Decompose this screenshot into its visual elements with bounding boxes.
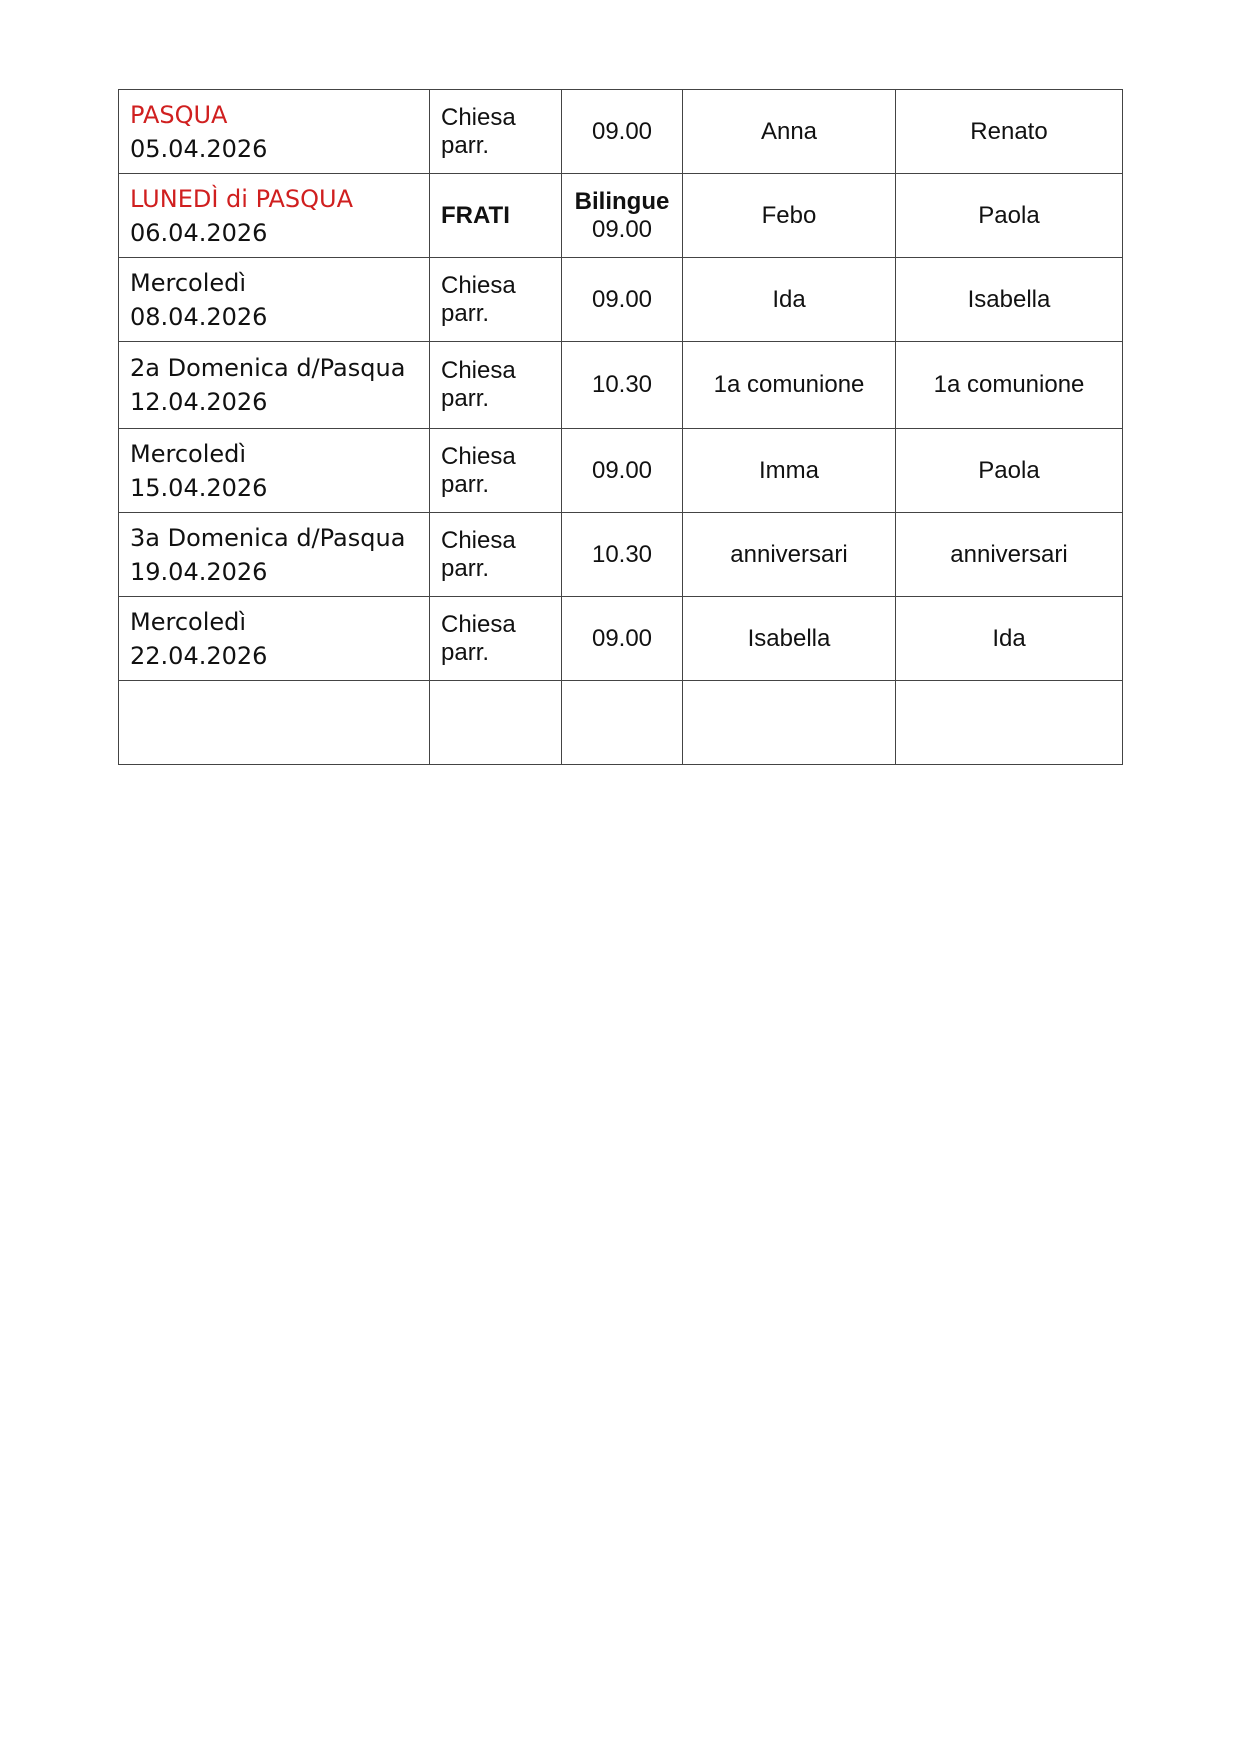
day-cell (119, 90, 430, 174)
time-cell (562, 681, 683, 765)
day-cell (119, 597, 430, 681)
place-cell (430, 174, 562, 258)
day-name: Mercoledì (130, 439, 247, 468)
schedule-table (118, 89, 1123, 765)
time-cell (562, 90, 683, 174)
place-cell (430, 342, 562, 429)
time-cell (562, 513, 683, 597)
day-cell (119, 258, 430, 342)
reader-2-cell: 1a comunione (896, 342, 1123, 429)
reader-1-cell: Febo (683, 174, 896, 258)
place-cell (430, 597, 562, 681)
place-cell (430, 258, 562, 342)
day-cell (119, 174, 430, 258)
day-date: 22.04.2026 (130, 641, 268, 670)
reader-1-cell: Isabella (683, 597, 896, 681)
day-name: PASQUA (130, 100, 228, 129)
place-line: Chiesa (441, 357, 516, 384)
table-row (119, 342, 1123, 429)
table-row (119, 90, 1123, 174)
place-cell (430, 90, 562, 174)
table-row (119, 429, 1123, 513)
day-cell (119, 342, 430, 429)
schedule-body (119, 90, 1123, 765)
reader-2-cell: anniversari (896, 513, 1123, 597)
place-line: Chiesa (441, 103, 516, 131)
time-cell (562, 429, 683, 513)
place-line: Chiesa (441, 526, 516, 554)
place-line: parr. (441, 638, 490, 666)
place-line: parr. (441, 470, 490, 498)
table-row-empty (119, 681, 1123, 765)
day-date: 19.04.2026 (130, 557, 268, 586)
reader-2-cell: Paola (896, 429, 1123, 513)
place-line: parr. (441, 554, 490, 582)
place-line: parr. (441, 131, 490, 159)
time-cell (562, 258, 683, 342)
reader-2-cell: Renato (896, 90, 1123, 174)
day-name: LUNEDÌ di PASQUA (130, 184, 354, 213)
reader-1-cell: 1a comunione (683, 342, 896, 429)
table-row (119, 597, 1123, 681)
place-cell (430, 513, 562, 597)
reader-1-cell: Ida (683, 258, 896, 342)
day-cell (119, 429, 430, 513)
time-cell (562, 342, 683, 429)
reader-2-cell (896, 681, 1123, 765)
day-name: Mercoledì (130, 268, 247, 297)
time-value: 09.00 (591, 624, 653, 652)
time-cell (562, 597, 683, 681)
place-cell (430, 429, 562, 513)
day-name: Mercoledì (130, 607, 247, 636)
place-line: parr. (441, 385, 490, 412)
table-row (119, 258, 1123, 342)
day-name: 3a Domenica d/Pasqua (130, 523, 406, 552)
place-line: Chiesa (441, 442, 516, 470)
place-line: FRATI (441, 201, 510, 229)
table-row (119, 174, 1123, 258)
time-value: 10.30 (591, 540, 653, 568)
day-date: 08.04.2026 (130, 302, 268, 331)
day-date: 15.04.2026 (130, 473, 268, 502)
time-note: Bilingue (574, 187, 670, 215)
reader-1-cell: Imma (683, 429, 896, 513)
time-cell (562, 174, 683, 258)
reader-2-cell: Ida (896, 597, 1123, 681)
time-value: 09.00 (591, 215, 653, 243)
day-cell (119, 681, 430, 765)
reader-1-cell: anniversari (683, 513, 896, 597)
place-line: Chiesa (441, 271, 516, 299)
day-date: 06.04.2026 (130, 218, 268, 247)
reader-2-cell: Isabella (896, 258, 1123, 342)
place-cell (430, 681, 562, 765)
day-date: 12.04.2026 (130, 388, 268, 416)
time-value: 10.30 (591, 371, 653, 398)
time-value: 09.00 (591, 285, 653, 313)
reader-2-cell: Paola (896, 174, 1123, 258)
time-value: 09.00 (591, 456, 653, 484)
place-line: parr. (441, 299, 490, 327)
table-row (119, 513, 1123, 597)
day-date: 05.04.2026 (130, 134, 268, 163)
day-cell (119, 513, 430, 597)
reader-1-cell: Anna (683, 90, 896, 174)
time-value: 09.00 (591, 117, 653, 145)
day-name: 2a Domenica d/Pasqua (130, 354, 406, 382)
reader-1-cell (683, 681, 896, 765)
place-line: Chiesa (441, 610, 516, 638)
